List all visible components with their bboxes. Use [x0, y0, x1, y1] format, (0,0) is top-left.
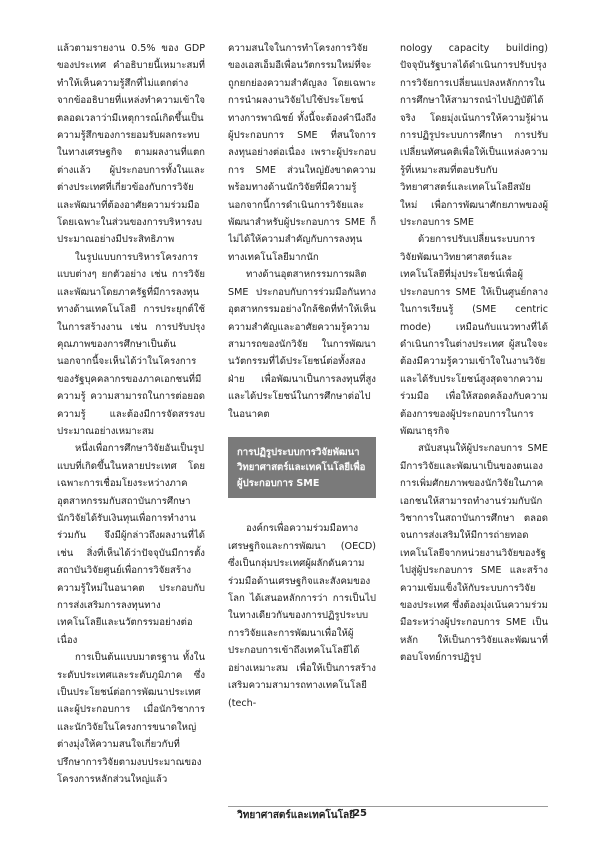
column1-paragraph-1: แล้วตามรายงาน 0.5% ของ GDP ของประเทศ คำอธิบายนี้เหมาะสมที่ทำให้เห็นความรู้สึกที่ไม่แตกต่างจากข้ออธิบายที่แหล่งทำความเข้าใจตลอดเวลาว่ามีเหตุการณ์เกิดขึ้นเป็นความรู้สึกของการยอมรับผลกระทบในทางเศรษฐกิจ ตามผลงานที่แตกต่างแล้ว ผู้ประกอบการทั้งในและต่างประเทศที่เกี่ยวข้องกับการวิจัยและพัฒนาที่ต้องอาศัยความร่วมมือ โดยเฉพาะในส่วนของการบริหารงบประมาณอย่างมีประสิทธิภาพ: [57, 43, 205, 246]
section-heading-line-2: วิทยาศาสตร์และเทคโนโลยีเพื่อ: [237, 462, 366, 474]
section-heading-line-1: การปฏิรูประบบการวิจัยพัฒนา: [237, 446, 360, 458]
column1-paragraph-2: ในรูปแบบการบริหารโครงการแบบต่างๆ ยกตัวอย่าง เช่น การวิจัยและพัฒนาโดยภาครัฐที่มีการลงทุนทางด้านเทคโนโลยี การประยุกต์ใช้ในการสร้างงาน เช่น การปรับปรุงคุณภาพของการศึกษาเป็นต้น นอกจากนี้จะเห็นได้ว่าในโครงการของรัฐบุคคลากรของภาคเอกชนที่มีความรู้ ความสามารถในการต่อยอดความรู้ และต้องมีการจัดสรรงบประมาณอย่างเหมาะสม: [57, 251, 205, 437]
footer-magazine-title: วิทยาศาสตร์และเทคโนโลยี: [237, 810, 355, 821]
column2-paragraph-1: ความสนใจในการทำโครงการวิจัยของเอสเอ็มอีเพื่อนวัตกรรมใหม่ที่จะถูกยกย่องความสำคัญลง โดยเฉพาะการนำผลงานวิจัยไปใช้ประโยชน์ทางการพาณิชย์ ทั้งนี้จะต้องคำนึงถึงผู้ประกอบการ SME ที่สนใจการลงทุนอย่างต่อเนื่อง เพราะผู้ประกอบการ SME ส่วนใหญ่ยังขาดความพร้อมทางด้านนักวิจัยที่มีความรู้ นอกจากนี้การดำเนินการวิจัยและพัฒนาสำหรับผู้ประกอบการ SME ก็ไม่ได้ให้ความสำคัญกับการลงทุนทางเทคโนโลยีมากนัก: [228, 43, 376, 263]
column2-paragraph-2: ทางด้านอุตสาหกรรมการผลิต SME ประกอบกับการร่วมมือกันทางอุตสาหกรรมอย่างใกล้ชิดที่ทำให้เห็นความสำคัญและอาศัยความรู้ความสามารถของนักวิจัย ในการพัฒนานวัตกรรมที่ได้ประโยชน์ต่อทั้งสองฝ่าย เพื่อพัฒนาเป็นการลงทุนที่สูงและได้ประโยชน์ในการศึกษาต่อไปในอนาคต: [228, 269, 376, 420]
column3-paragraph-1: nology capacity building) ปัจจุบันรัฐบาลได้ดำเนินการปรับปรุงการวิจัยการเปลี่ยนแปลงหลักการในการศึกษาให้สามารถนำไปปฏิบัติได้จริง โดยมุ่งเน้นการให้ความรู้ผ่านการปฏิรูประบบการศึกษา การปรับเปลี่ยนทัศนคติเพื่อให้เป็นแหล่งความรู้ที่เหมาะสมที่ตอบรับกับวิทยาศาสตร์และเทคโนโลยีสมัยใหม่ เพื่อการพัฒนาศักยภาพของผู้ประกอบการ SME: [400, 43, 548, 229]
text-column-3: [400, 40, 548, 825]
footer-rule: [228, 806, 548, 807]
page-number: 25: [353, 808, 367, 819]
text-column-2: [228, 40, 376, 825]
column1-paragraph-4: การเป็นต้นแบบมาตรฐาน ทั้งในระดับประเทศและระดับภูมิภาค ซึ่งเป็นประโยชน์ต่อการพัฒนาประเทศและผู้ประกอบการ เมื่อนักวิชาการและนักวิจัยในโครงการขนาดใหญ่ต่างมุ่งให้ความสนใจเกี่ยวกับที่ปรึกษาการวิจัยตามงบประมาณของโครงการหลักส่วนใหญ่แล้ว: [57, 652, 205, 786]
page-footer: [0, 806, 595, 822]
section-heading-box: [228, 437, 376, 499]
section-heading-line-3: ผู้ประกอบการ SME: [237, 477, 320, 489]
column3-paragraph-2: ด้วยการปรับเปลี่ยนระบบการวิจัยพัฒนาวิทยาศาสตร์และเทคโนโลยีที่มุ่งประโยชน์เพื่อผู้ประกอบการ SME ให้เป็นศูนย์กลางในการเรียนรู้ (SME centric mode) เหมือนกับแนวทางที่ได้ดำเนินการในต่างประเทศ ผู้สนใจจะต้องมีความรู้ความเข้าใจในงานวิจัยและได้รับประโยชน์สูงสุดจากความร่วมมือ เพื่อให้สอดคล้องกับความต้องการของผู้ประกอบการในการพัฒนาธุรกิจ: [400, 234, 548, 437]
column2-paragraph-after-heading: องค์กรเพื่อความร่วมมือทางเศรษฐกิจและการพัฒนา (OECD) ซึ่งเป็นกลุ่มประเทศผู้ผลักดันความร่วมมือด้านเศรษฐกิจและสังคมของโลก ได้เสนอหลักการว่า การเป็นไปในทางเดียวกันของการปฏิรูประบบการวิจัยและการพัฒนาเพื่อให้ผู้ประกอบการเข้าถึงเทคโนโลยีได้อย่างเหมาะสม เพื่อให้เป็นการสร้างเสริมความสามารถทางเทคโนโลยี (tech-: [228, 523, 376, 709]
text-column-1: [57, 40, 205, 825]
column1-paragraph-3: หนึ่งเพื่อการศึกษาวิจัยอันเป็นรูปแบบที่เกิดขึ้นในหลายประเทศ โดยเฉพาะการเชื่อมโยงระหว่างภาคอุตสาหกรรมกับสถาบันการศึกษา นักวิจัยได้รับเงินทุนเพื่อการทำงานร่วมกัน จึงมีผู้กล่าวถึงผลงานที่ได้ เช่น สิ่งที่เห็นได้ว่าปัจจุบันมีการตั้งสถาบันวิจัยศูนย์เพื่อการวิจัยสร้างความรู้ใหม่ในอนาคต ประกอบกับการส่งเสริมการลงทุนทางเทคโนโลยีและนวัตกรรมอย่างต่อเนื่อง: [57, 443, 205, 646]
column3-paragraph-3: สนับสนุนให้ผู้ประกอบการ SME มีการวิจัยและพัฒนาเป็นของตนเอง การเพิ่มศักยภาพของนักวิจัยในภาคเอกชนให้สามารถทำงานร่วมกับนักวิชาการในสถาบันการศึกษา ตลอดจนการส่งเสริมให้มีการถ่ายทอดเทคโนโลยีจากหน่วยงานวิจัยของรัฐไปสู่ผู้ประกอบการ SME และสร้างความเข้มแข็งให้กับระบบการวิจัยของประเทศ ซึ่งต้องมุ่งเน้นความร่วมมือระหว่างผู้ประกอบการ SME เป็นหลัก ให้เป็นการวิจัยและพัฒนาที่ตอบโจทย์การปฏิรูป: [400, 443, 548, 664]
